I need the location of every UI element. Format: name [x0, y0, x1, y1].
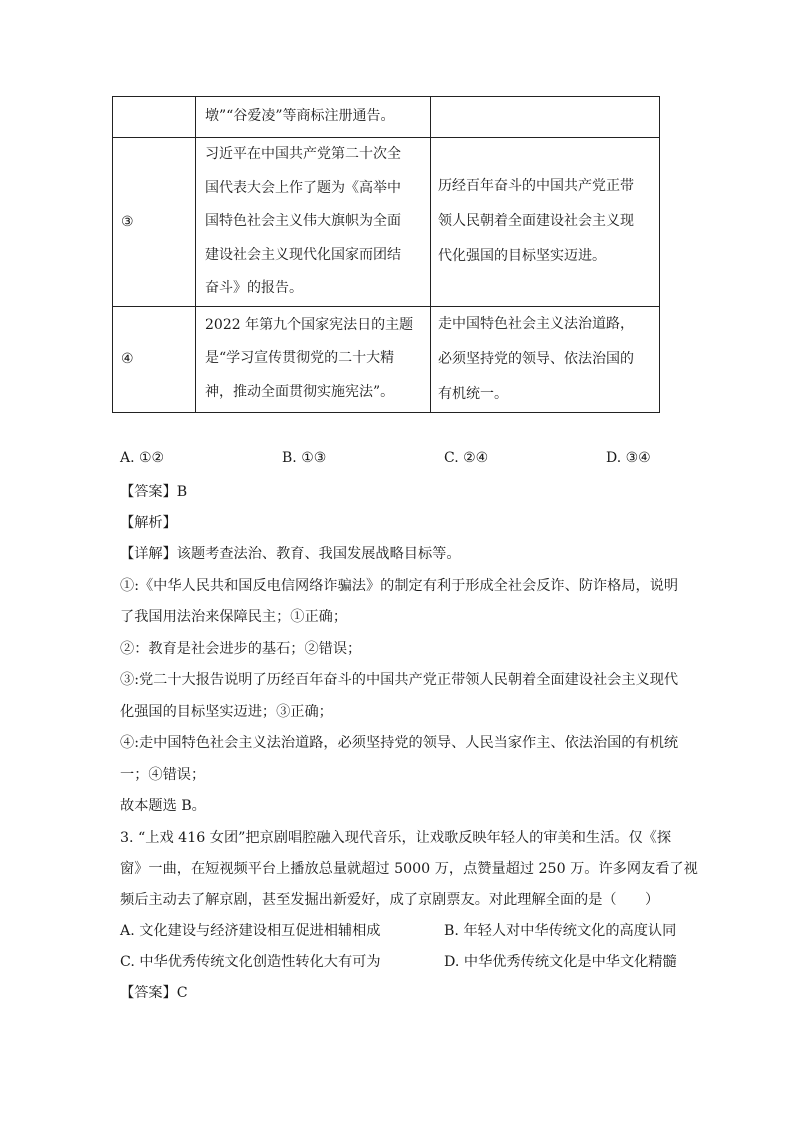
- q3-option-d: D. 中华优秀传统文化是中华文化精髓: [444, 954, 677, 970]
- meaning-cell: [431, 97, 660, 138]
- option-c: C. ②④: [444, 450, 489, 466]
- meaning-line: 代化强国的目标坚实迈进。: [438, 248, 606, 265]
- answer-value: C: [176, 985, 188, 1001]
- event-line: 是“学习宣传贯彻党的二十大精: [205, 350, 395, 367]
- question-table: [112, 96, 660, 413]
- meaning-line: 历经百年奋斗的中国共产党正带: [438, 178, 634, 195]
- explanation-line: 一；④错误；: [120, 767, 206, 783]
- q3-option-a: A. 文化建设与经济建设相互促进相辅相成: [120, 923, 381, 939]
- q3-answer-line: [120, 982, 188, 1002]
- event-line: 国代表大会上作了题为《高举中: [205, 179, 401, 196]
- explanation-line: 了我国用法治来保障民主；①正确；: [120, 609, 348, 625]
- event-cell: [196, 138, 431, 307]
- explanation-line: ①:《中华人民共和国反电信网络诈骗法》的制定有利于形成全社会反诈、防诈格局，说明: [120, 578, 679, 594]
- meaning-line: 必须坚持党的领导、依法治国的: [438, 350, 634, 367]
- option-d: D. ③④: [606, 450, 651, 466]
- table-row: [113, 306, 660, 412]
- meaning-line: 领人民朝着全面建设社会主义现: [438, 213, 634, 230]
- answer-label: 【答案】: [120, 484, 177, 500]
- detail-line: [120, 543, 461, 563]
- option-a: A. ①②: [120, 450, 165, 466]
- event-cell: [196, 97, 431, 138]
- event-line: 国特色社会主义伟大旗帜为全面: [205, 213, 401, 229]
- option-b: B. ①③: [282, 450, 327, 466]
- event-cell: [196, 306, 431, 412]
- q3-stem-line: 频后主动去了解京剧，甚至发掘出新爱好，成了京剧票友。对此理解全面的是（ ）: [120, 892, 660, 908]
- explanation-line: ④:走中国特色社会主义法治道路，必须坚持党的领导、人民当家作主、依法治国的有机统: [120, 735, 679, 751]
- table-row: [113, 97, 660, 138]
- meaning-line: 走中国特色社会主义法治道路，: [438, 315, 634, 332]
- row-number-cell: ④: [113, 306, 196, 412]
- q3-option-b: B. 年轻人对中华传统文化的高度认同: [444, 923, 677, 939]
- answer-label: 【答案】: [120, 985, 177, 1001]
- explanation-line: 故本题选 B。: [120, 798, 206, 814]
- row-number-cell: [113, 97, 196, 138]
- event-line: 习近平在中国共产党第二十次全: [205, 146, 401, 162]
- explanation-line: ③:党二十大报告说明了历经百年奋斗的中国共产党正带领人民朝着全面建设社会主义现代: [120, 672, 679, 688]
- q3-option-c: C. 中华优秀传统文化创造性转化大有可为: [120, 954, 381, 970]
- explanation-line: ②：教育是社会进步的基石；②错误；: [120, 641, 362, 657]
- explanation-line: 化强国的目标坚实迈进；③正确；: [120, 704, 333, 720]
- meaning-cell: [431, 306, 660, 412]
- q3-stem-line: 3. “上戏 416 女团”把京剧唱腔融入现代音乐，让戏歌反映年轻人的审美和生活。仅《探: [120, 830, 672, 846]
- detail-label: 【详解】: [120, 546, 177, 562]
- meaning-cell: [431, 138, 660, 307]
- row-number-cell: ③: [113, 138, 196, 307]
- detail-intro: 该题考查法治、教育、我国发展战略目标等。: [176, 546, 461, 562]
- meaning-line: 有机统一。: [438, 385, 508, 402]
- q2-options: [120, 450, 680, 470]
- event-line: 2022 年第九个国家宪法日的主题: [205, 316, 414, 333]
- event-line: 神，推动全面贯彻实施宪法”。: [205, 383, 395, 400]
- analysis-heading: 【解析】: [120, 515, 177, 531]
- q2-answer-line: [120, 481, 187, 501]
- table-row: [113, 138, 660, 307]
- event-line: 建设社会主义现代化国家而团结: [205, 246, 401, 263]
- event-line: 墩”“谷爱凌”等商标注册通告。: [205, 108, 395, 125]
- event-line: 奋斗》的报告。: [205, 280, 303, 296]
- answer-value: B: [176, 484, 188, 500]
- q3-stem-line: 窗》一曲，在短视频平台上播放总量就超过 5000 万，点赞量超过 250 万。许多网友看了视: [120, 861, 698, 877]
